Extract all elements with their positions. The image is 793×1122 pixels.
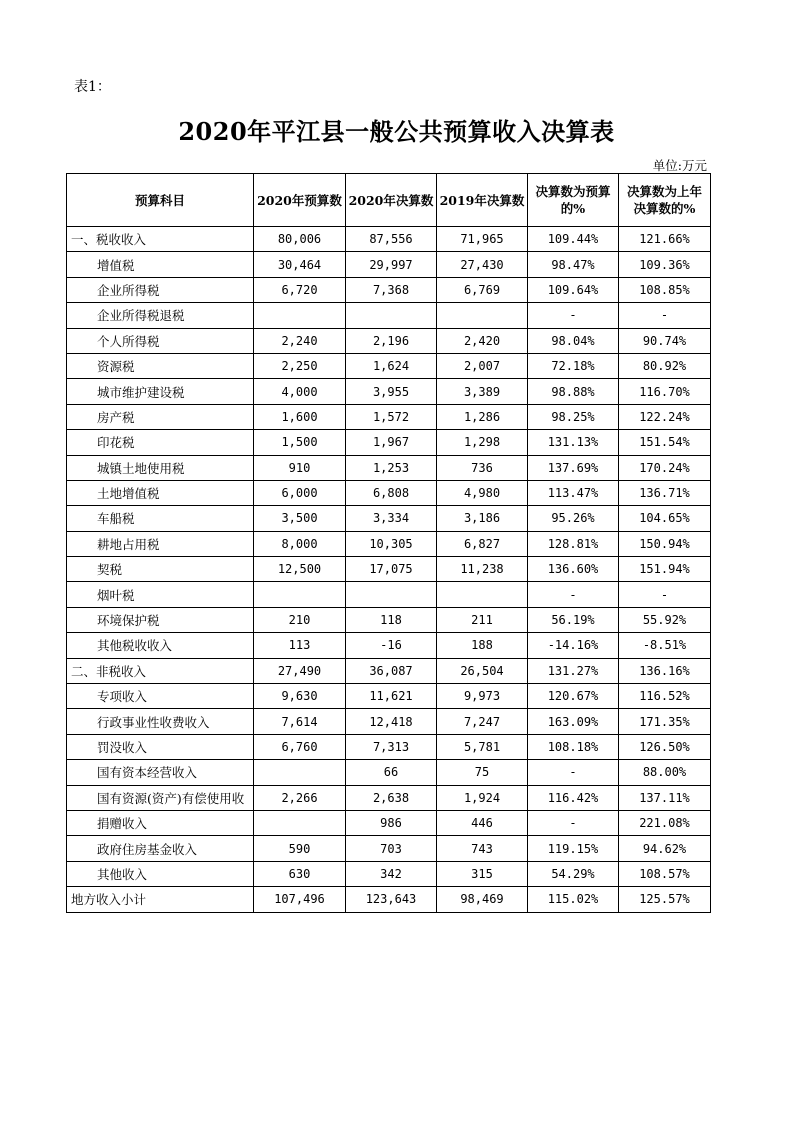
table-row (67, 836, 711, 861)
row-budget-2020-cell: 80,006 (254, 227, 346, 252)
row-subject-cell: 其他收入 (67, 861, 254, 886)
row-pct-of-prev-year-cell: 136.71% (619, 480, 711, 505)
table-row (67, 531, 711, 556)
table-row (67, 328, 711, 353)
row-pct-of-prev-year-cell: 170.24% (619, 455, 711, 480)
table-body (67, 227, 711, 913)
row-pct-of-prev-year-cell: 151.94% (619, 557, 711, 582)
row-subject-cell: 政府住房基金收入 (67, 836, 254, 861)
row-final-2019-cell: 11,238 (437, 557, 528, 582)
row-final-2020-cell: 17,075 (346, 557, 437, 582)
table-row (67, 430, 711, 455)
row-pct-of-budget-cell: 54.29% (528, 861, 619, 886)
row-final-2019-cell: 3,389 (437, 379, 528, 404)
row-subject-cell: 资源税 (67, 353, 254, 378)
table-row (67, 734, 711, 759)
row-budget-2020-cell: 4,000 (254, 379, 346, 404)
row-pct-of-budget-cell: 128.81% (528, 531, 619, 556)
row-budget-2020-cell: 12,500 (254, 557, 346, 582)
row-budget-2020-cell: 30,464 (254, 252, 346, 277)
header-pct-of-prev-year: 决算数为上年决算数的% (619, 174, 711, 227)
table-row (67, 252, 711, 277)
table-row (67, 227, 711, 252)
row-subject-cell: 行政事业性收费收入 (67, 709, 254, 734)
row-pct-of-budget-cell: 72.18% (528, 353, 619, 378)
table-row (67, 633, 711, 658)
row-final-2019-cell: 71,965 (437, 227, 528, 252)
row-subject-cell: 车船税 (67, 506, 254, 531)
row-pct-of-prev-year-cell: 151.54% (619, 430, 711, 455)
header-pct-of-budget: 决算数为预算的% (528, 174, 619, 227)
budget-table (66, 173, 711, 913)
table-row (67, 557, 711, 582)
row-final-2019-cell: 188 (437, 633, 528, 658)
row-pct-of-budget-cell: 113.47% (528, 480, 619, 505)
row-pct-of-prev-year-cell: 121.66% (619, 227, 711, 252)
row-budget-2020-cell (254, 810, 346, 835)
row-final-2019-cell: 1,298 (437, 430, 528, 455)
row-final-2019-cell: 211 (437, 607, 528, 632)
table-row (67, 684, 711, 709)
row-pct-of-prev-year-cell: - (619, 303, 711, 328)
row-subject-cell: 耕地占用税 (67, 531, 254, 556)
row-pct-of-prev-year-cell: 94.62% (619, 836, 711, 861)
row-pct-of-prev-year-cell: 116.70% (619, 379, 711, 404)
row-budget-2020-cell: 3,500 (254, 506, 346, 531)
row-budget-2020-cell: 630 (254, 861, 346, 886)
row-pct-of-prev-year-cell: 90.74% (619, 328, 711, 353)
row-final-2019-cell: 27,430 (437, 252, 528, 277)
row-pct-of-budget-cell: 56.19% (528, 607, 619, 632)
row-pct-of-budget-cell: 163.09% (528, 709, 619, 734)
row-pct-of-prev-year-cell: 150.94% (619, 531, 711, 556)
row-final-2019-cell: 7,247 (437, 709, 528, 734)
row-final-2020-cell: 7,313 (346, 734, 437, 759)
row-budget-2020-cell: 1,500 (254, 430, 346, 455)
row-budget-2020-cell: 6,000 (254, 480, 346, 505)
row-budget-2020-cell: 6,720 (254, 277, 346, 302)
row-final-2020-cell: 2,196 (346, 328, 437, 353)
row-budget-2020-cell: 6,760 (254, 734, 346, 759)
row-subject-cell: 专项收入 (67, 684, 254, 709)
row-final-2019-cell: 2,007 (437, 353, 528, 378)
table-header-row (67, 174, 711, 227)
header-subject: 预算科目 (67, 174, 254, 227)
row-final-2020-cell: 2,638 (346, 785, 437, 810)
row-pct-of-budget-cell: 98.47% (528, 252, 619, 277)
row-subject-cell: 其他税收收入 (67, 633, 254, 658)
row-subject-cell: 契税 (67, 557, 254, 582)
table-row (67, 607, 711, 632)
row-final-2020-cell: 7,368 (346, 277, 437, 302)
row-pct-of-budget-cell: 131.13% (528, 430, 619, 455)
row-final-2020-cell: 12,418 (346, 709, 437, 734)
table-row (67, 277, 711, 302)
table-row (67, 785, 711, 810)
row-pct-of-budget-cell: - (528, 303, 619, 328)
row-pct-of-budget-cell: 109.44% (528, 227, 619, 252)
row-subject-cell: 增值税 (67, 252, 254, 277)
row-final-2020-cell: 11,621 (346, 684, 437, 709)
row-subject-cell: 国有资本经营收入 (67, 760, 254, 785)
row-subject-cell: 罚没收入 (67, 734, 254, 759)
table-number-label: 表1： (74, 79, 111, 95)
row-pct-of-budget-cell: 109.64% (528, 277, 619, 302)
row-budget-2020-cell (254, 303, 346, 328)
row-pct-of-budget-cell: 98.04% (528, 328, 619, 353)
row-subject-cell: 印花税 (67, 430, 254, 455)
row-final-2020-cell: 1,253 (346, 455, 437, 480)
row-pct-of-prev-year-cell: 109.36% (619, 252, 711, 277)
row-pct-of-budget-cell: 98.88% (528, 379, 619, 404)
row-final-2019-cell: 9,973 (437, 684, 528, 709)
row-pct-of-prev-year-cell: 221.08% (619, 810, 711, 835)
row-subject-cell: 城镇土地使用税 (67, 455, 254, 480)
table-row (67, 303, 711, 328)
row-pct-of-prev-year-cell: 88.00% (619, 760, 711, 785)
row-final-2019-cell: 6,827 (437, 531, 528, 556)
table-row (67, 455, 711, 480)
row-final-2020-cell: 1,572 (346, 404, 437, 429)
row-budget-2020-cell: 2,266 (254, 785, 346, 810)
row-final-2020-cell: -16 (346, 633, 437, 658)
row-final-2020-cell: 118 (346, 607, 437, 632)
row-final-2019-cell: 1,286 (437, 404, 528, 429)
unit-label: 单位:万元 (652, 158, 707, 173)
row-final-2020-cell (346, 582, 437, 607)
table-row (67, 760, 711, 785)
row-pct-of-budget-cell: - (528, 810, 619, 835)
row-budget-2020-cell: 113 (254, 633, 346, 658)
row-final-2019-cell: 26,504 (437, 658, 528, 683)
table-row (67, 404, 711, 429)
row-budget-2020-cell: 107,496 (254, 887, 346, 912)
table-row (67, 379, 711, 404)
row-pct-of-budget-cell: - (528, 582, 619, 607)
table-row (67, 861, 711, 886)
row-final-2020-cell: 36,087 (346, 658, 437, 683)
row-pct-of-prev-year-cell: 55.92% (619, 607, 711, 632)
table-row (67, 582, 711, 607)
row-final-2020-cell: 10,305 (346, 531, 437, 556)
row-pct-of-budget-cell: 119.15% (528, 836, 619, 861)
row-final-2020-cell: 986 (346, 810, 437, 835)
row-final-2019-cell: 6,769 (437, 277, 528, 302)
row-subject-cell: 捐赠收入 (67, 810, 254, 835)
row-subject-cell: 个人所得税 (67, 328, 254, 353)
row-final-2019-cell: 5,781 (437, 734, 528, 759)
row-subject-cell: 一、税收收入 (67, 227, 254, 252)
row-final-2019-cell: 736 (437, 455, 528, 480)
row-subject-cell: 企业所得税退税 (67, 303, 254, 328)
row-final-2020-cell: 123,643 (346, 887, 437, 912)
row-pct-of-budget-cell: 120.67% (528, 684, 619, 709)
row-pct-of-budget-cell: 131.27% (528, 658, 619, 683)
document-title: 2020年平江县一般公共预算收入决算表 (178, 117, 615, 146)
row-subject-cell: 环境保护税 (67, 607, 254, 632)
row-final-2019-cell: 98,469 (437, 887, 528, 912)
row-pct-of-prev-year-cell: - (619, 582, 711, 607)
row-final-2019-cell: 75 (437, 760, 528, 785)
row-pct-of-prev-year-cell: 126.50% (619, 734, 711, 759)
table-row (67, 887, 711, 912)
row-pct-of-prev-year-cell: 122.24% (619, 404, 711, 429)
table-row (67, 658, 711, 683)
row-subject-cell: 国有资源(资产)有偿使用收 (67, 785, 254, 810)
row-final-2019-cell: 743 (437, 836, 528, 861)
row-final-2020-cell: 3,334 (346, 506, 437, 531)
row-pct-of-budget-cell: 116.42% (528, 785, 619, 810)
table-row (67, 506, 711, 531)
table-row (67, 353, 711, 378)
header-final-2020: 2020年决算数 (346, 174, 437, 227)
row-final-2020-cell (346, 303, 437, 328)
row-subject-cell: 房产税 (67, 404, 254, 429)
row-budget-2020-cell: 2,240 (254, 328, 346, 353)
row-pct-of-prev-year-cell: 136.16% (619, 658, 711, 683)
row-subject-cell: 二、非税收入 (67, 658, 254, 683)
row-subject-cell: 企业所得税 (67, 277, 254, 302)
row-budget-2020-cell: 210 (254, 607, 346, 632)
row-final-2020-cell: 3,955 (346, 379, 437, 404)
table-row (67, 810, 711, 835)
row-final-2019-cell (437, 303, 528, 328)
row-final-2020-cell: 703 (346, 836, 437, 861)
row-final-2020-cell: 29,997 (346, 252, 437, 277)
row-pct-of-prev-year-cell: -8.51% (619, 633, 711, 658)
row-subject-cell: 城市维护建设税 (67, 379, 254, 404)
row-pct-of-budget-cell: 95.26% (528, 506, 619, 531)
row-pct-of-prev-year-cell: 125.57% (619, 887, 711, 912)
table-row (67, 480, 711, 505)
row-final-2020-cell: 1,624 (346, 353, 437, 378)
row-final-2019-cell: 4,980 (437, 480, 528, 505)
row-pct-of-prev-year-cell: 171.35% (619, 709, 711, 734)
header-final-2019: 2019年决算数 (437, 174, 528, 227)
row-budget-2020-cell: 9,630 (254, 684, 346, 709)
row-pct-of-budget-cell: 137.69% (528, 455, 619, 480)
row-final-2020-cell: 87,556 (346, 227, 437, 252)
row-subject-cell: 地方收入小计 (67, 887, 254, 912)
row-budget-2020-cell: 590 (254, 836, 346, 861)
row-pct-of-prev-year-cell: 104.65% (619, 506, 711, 531)
header-budget-2020: 2020年预算数 (254, 174, 346, 227)
row-final-2019-cell (437, 582, 528, 607)
row-subject-cell: 烟叶税 (67, 582, 254, 607)
row-pct-of-budget-cell: 108.18% (528, 734, 619, 759)
row-budget-2020-cell: 910 (254, 455, 346, 480)
row-pct-of-budget-cell: 115.02% (528, 887, 619, 912)
row-final-2019-cell: 446 (437, 810, 528, 835)
row-budget-2020-cell: 7,614 (254, 709, 346, 734)
table-row (67, 709, 711, 734)
row-pct-of-prev-year-cell: 80.92% (619, 353, 711, 378)
row-pct-of-prev-year-cell: 108.85% (619, 277, 711, 302)
row-budget-2020-cell: 2,250 (254, 353, 346, 378)
row-budget-2020-cell: 27,490 (254, 658, 346, 683)
row-pct-of-budget-cell: 136.60% (528, 557, 619, 582)
row-pct-of-prev-year-cell: 116.52% (619, 684, 711, 709)
row-budget-2020-cell (254, 760, 346, 785)
row-pct-of-prev-year-cell: 108.57% (619, 861, 711, 886)
row-final-2019-cell: 315 (437, 861, 528, 886)
row-final-2019-cell: 1,924 (437, 785, 528, 810)
row-final-2020-cell: 6,808 (346, 480, 437, 505)
row-final-2020-cell: 1,967 (346, 430, 437, 455)
row-budget-2020-cell: 1,600 (254, 404, 346, 429)
row-pct-of-prev-year-cell: 137.11% (619, 785, 711, 810)
row-pct-of-budget-cell: 98.25% (528, 404, 619, 429)
row-pct-of-budget-cell: - (528, 760, 619, 785)
row-budget-2020-cell: 8,000 (254, 531, 346, 556)
row-final-2019-cell: 2,420 (437, 328, 528, 353)
row-final-2020-cell: 342 (346, 861, 437, 886)
row-final-2020-cell: 66 (346, 760, 437, 785)
row-budget-2020-cell (254, 582, 346, 607)
row-final-2019-cell: 3,186 (437, 506, 528, 531)
row-pct-of-budget-cell: -14.16% (528, 633, 619, 658)
row-subject-cell: 土地增值税 (67, 480, 254, 505)
